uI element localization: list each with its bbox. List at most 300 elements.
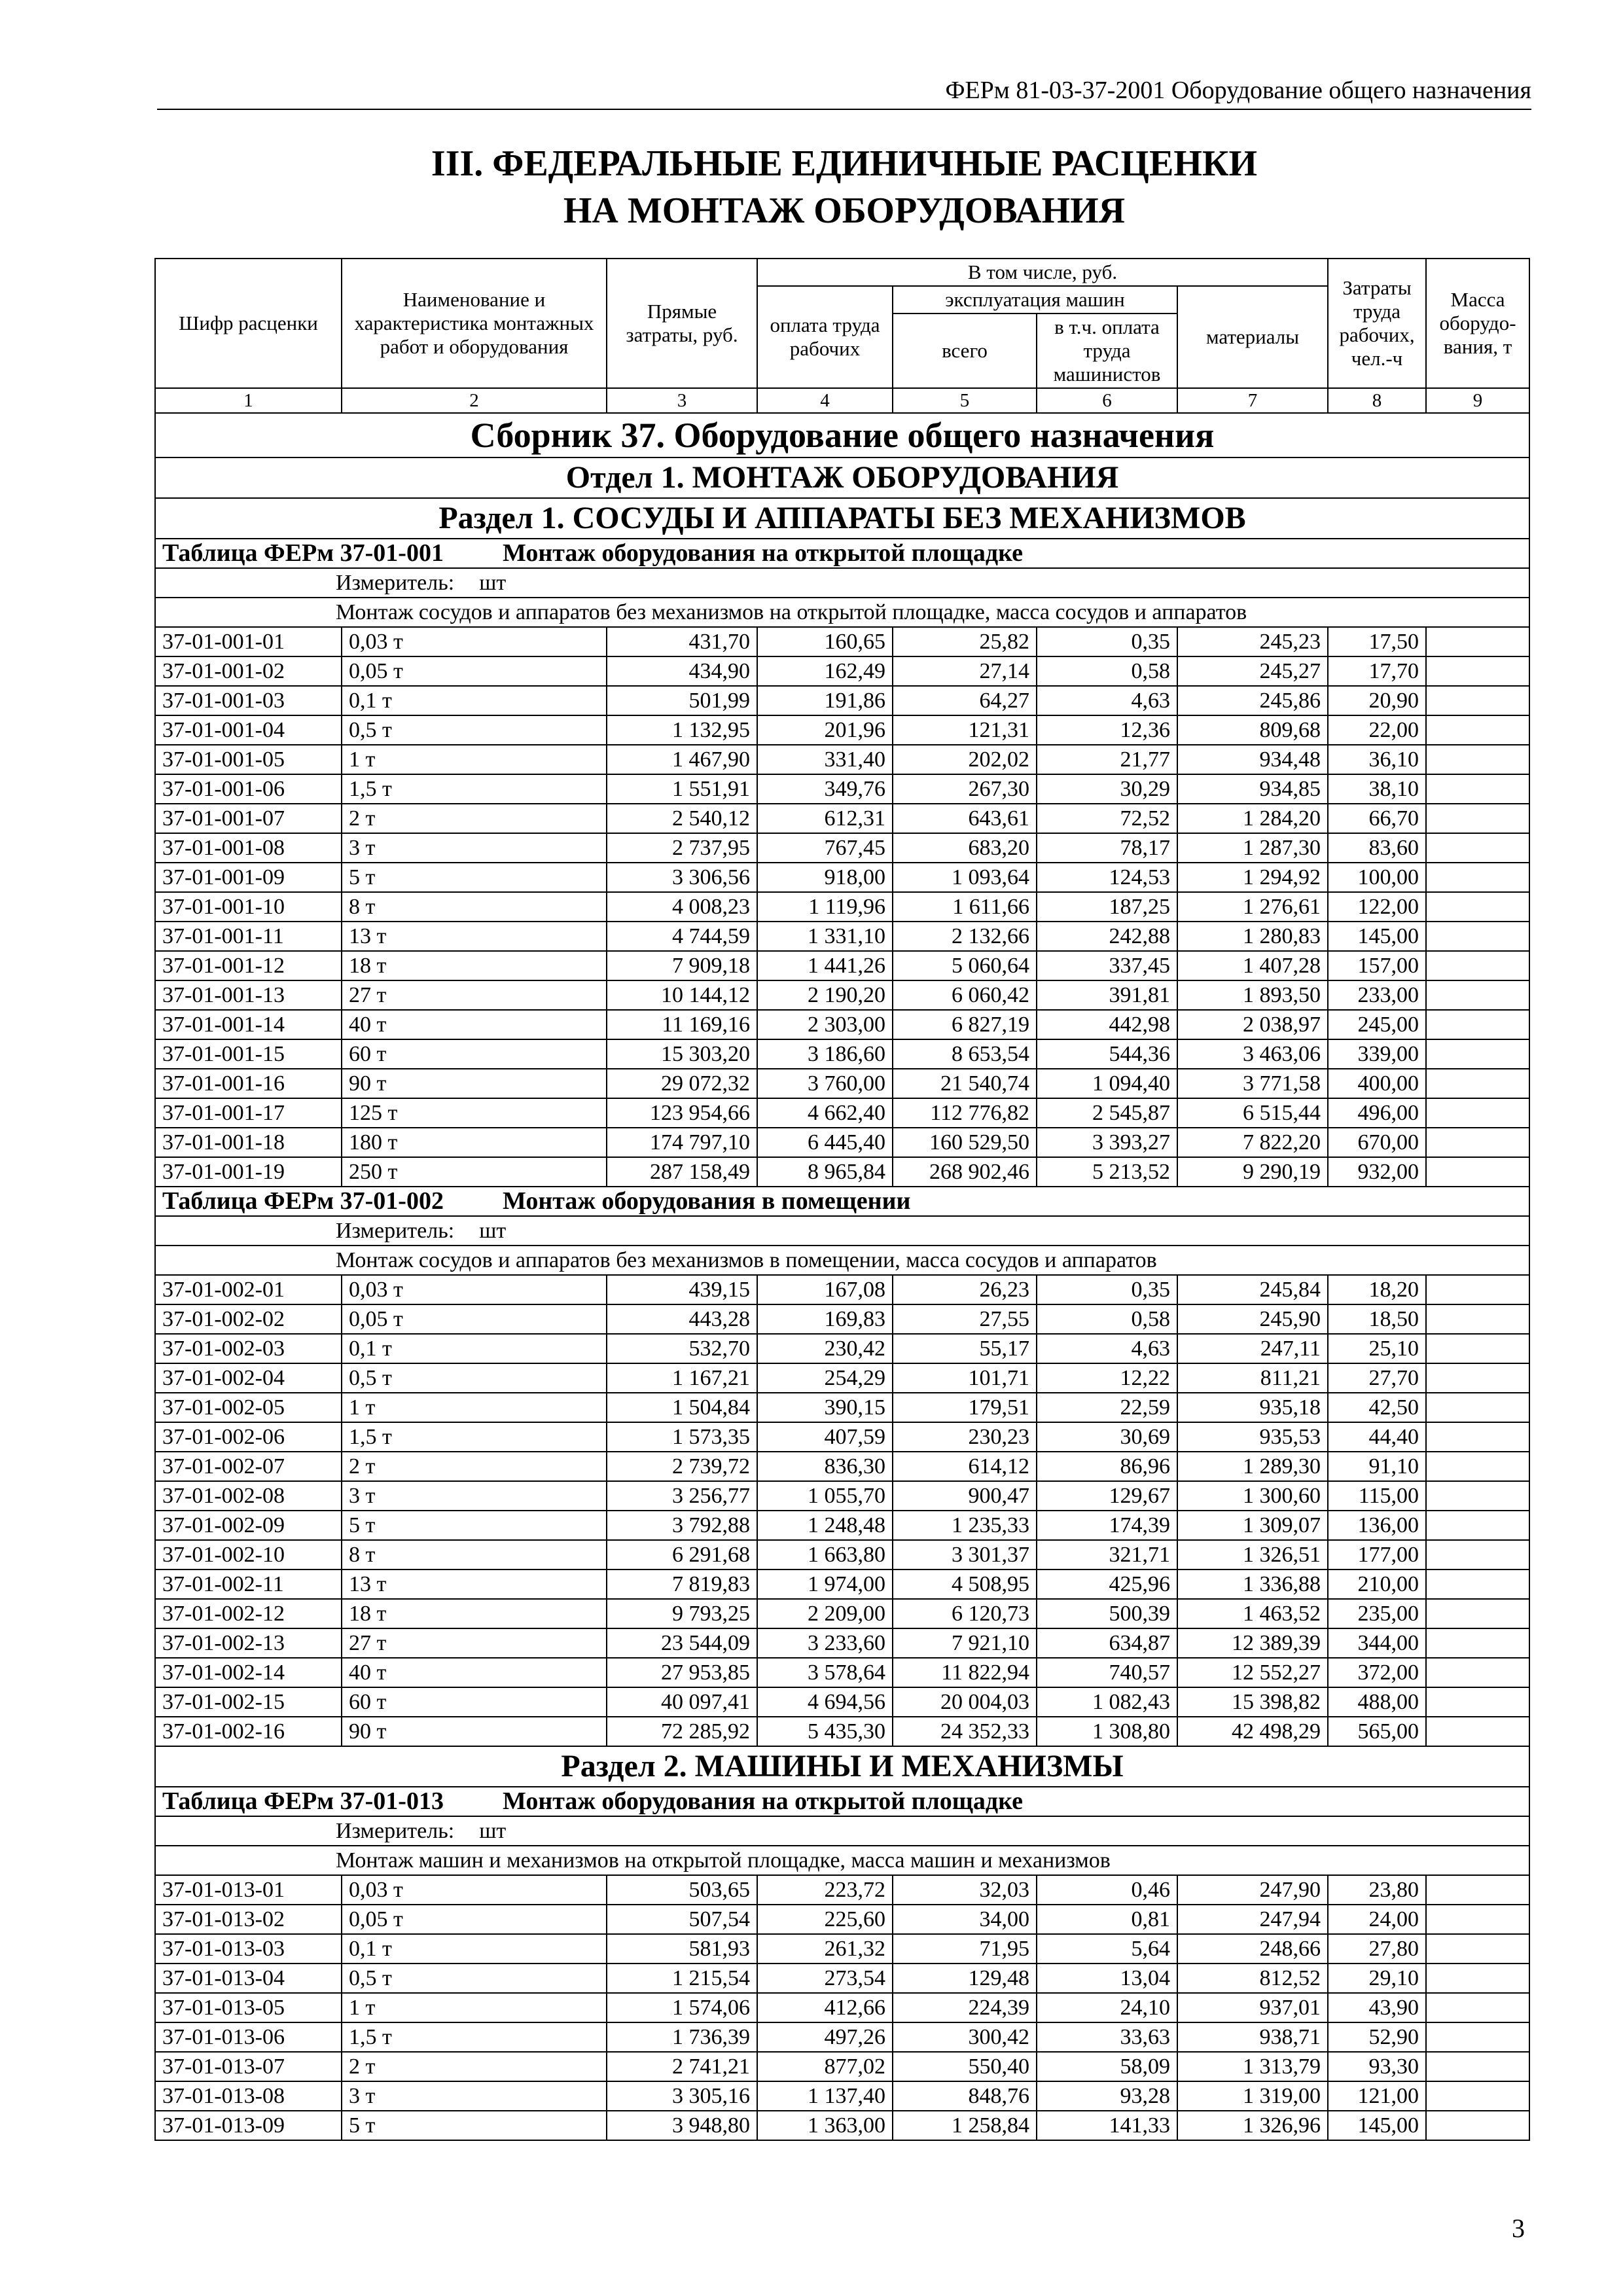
equipment-mass [1426, 1010, 1529, 1039]
machines-total: 6 827,19 [893, 1010, 1037, 1039]
materials: 1 289,30 [1177, 1452, 1328, 1481]
materials: 1 326,51 [1177, 1540, 1328, 1570]
materials: 809,68 [1177, 715, 1328, 745]
rates-table [154, 258, 1530, 2141]
machinist-wages: 740,57 [1037, 1658, 1177, 1687]
machinist-wages: 0,46 [1037, 1875, 1177, 1905]
machines-total: 27,14 [893, 656, 1037, 686]
materials: 1 336,88 [1177, 1570, 1328, 1599]
table-row [155, 1098, 1529, 1128]
worker-wages: 1 974,00 [757, 1570, 893, 1599]
worker-wages: 407,59 [757, 1422, 893, 1452]
rate-code: 37-01-002-14 [155, 1658, 342, 1687]
machines-total: 101,71 [893, 1363, 1037, 1393]
materials: 247,11 [1177, 1334, 1328, 1363]
machines-total: 25,82 [893, 627, 1037, 656]
machines-total: 8 653,54 [893, 1039, 1037, 1069]
work-name: 90 т [342, 1717, 607, 1746]
materials: 937,01 [1177, 1993, 1328, 2022]
machines-total: 3 301,37 [893, 1540, 1037, 1570]
work-name: 5 т [342, 2111, 607, 2140]
labor-hours: 400,00 [1328, 1069, 1426, 1098]
machinist-wages: 321,71 [1037, 1540, 1177, 1570]
rate-code: 37-01-001-05 [155, 745, 342, 774]
column-number: 5 [893, 388, 1037, 413]
materials: 1 309,07 [1177, 1511, 1328, 1540]
machinist-wages: 30,69 [1037, 1422, 1177, 1452]
worker-wages: 497,26 [757, 2022, 893, 2052]
materials: 934,48 [1177, 745, 1328, 774]
machines-total: 11 822,94 [893, 1658, 1037, 1687]
equipment-mass [1426, 1628, 1529, 1658]
direct-costs: 507,54 [607, 1905, 757, 1934]
col-header-total: всего [893, 314, 1037, 388]
table-body [155, 259, 1529, 2140]
machinist-wages: 442,98 [1037, 1010, 1177, 1039]
labor-hours: 25,10 [1328, 1334, 1426, 1363]
labor-hours: 24,00 [1328, 1905, 1426, 1934]
materials: 1 463,52 [1177, 1599, 1328, 1628]
labor-hours: 122,00 [1328, 892, 1426, 922]
measure-row [155, 1816, 1529, 1846]
rate-code: 37-01-002-11 [155, 1570, 342, 1599]
work-name: 0,1 т [342, 1334, 607, 1363]
materials: 935,53 [1177, 1422, 1328, 1452]
labor-hours: 27,80 [1328, 1934, 1426, 1964]
machinist-wages: 33,63 [1037, 2022, 1177, 2052]
rate-code: 37-01-001-18 [155, 1128, 342, 1157]
materials: 12 552,27 [1177, 1658, 1328, 1687]
measure [155, 1216, 1529, 1246]
labor-hours: 121,00 [1328, 2081, 1426, 2111]
machines-total: 2 132,66 [893, 922, 1037, 951]
labor-hours: 344,00 [1328, 1628, 1426, 1658]
worker-wages: 331,40 [757, 745, 893, 774]
equipment-mass [1426, 1875, 1529, 1905]
work-name: 5 т [342, 1511, 607, 1540]
work-name: 8 т [342, 892, 607, 922]
machines-total: 224,39 [893, 1993, 1037, 2022]
machinist-wages: 500,39 [1037, 1599, 1177, 1628]
direct-costs: 1 736,39 [607, 2022, 757, 2052]
work-name: 250 т [342, 1157, 607, 1187]
work-name: 8 т [342, 1540, 607, 1570]
work-name: 0,5 т [342, 715, 607, 745]
column-number: 2 [342, 388, 607, 413]
labor-hours: 245,00 [1328, 1010, 1426, 1039]
equipment-mass [1426, 1964, 1529, 1993]
materials: 245,27 [1177, 656, 1328, 686]
machinist-wages: 21,77 [1037, 745, 1177, 774]
machines-total: 848,76 [893, 2081, 1037, 2111]
labor-hours: 496,00 [1328, 1098, 1426, 1128]
worker-wages: 1 441,26 [757, 951, 893, 980]
worker-wages: 2 209,00 [757, 1599, 893, 1628]
labor-hours: 235,00 [1328, 1599, 1426, 1628]
table-row [155, 863, 1529, 892]
equipment-mass [1426, 1481, 1529, 1511]
equipment-mass [1426, 2081, 1529, 2111]
table-heading-row [155, 539, 1529, 568]
machinist-wages: 129,67 [1037, 1481, 1177, 1511]
work-name: 3 т [342, 2081, 607, 2111]
column-number-row [155, 388, 1529, 413]
rate-code: 37-01-001-08 [155, 833, 342, 863]
machinist-wages: 425,96 [1037, 1570, 1177, 1599]
labor-hours: 210,00 [1328, 1570, 1426, 1599]
materials: 3 463,06 [1177, 1039, 1328, 1069]
direct-costs: 1 167,21 [607, 1363, 757, 1393]
direct-costs: 1 504,84 [607, 1393, 757, 1422]
measure-unit: шт [479, 1819, 507, 1843]
rate-code: 37-01-001-01 [155, 627, 342, 656]
table-row [155, 951, 1529, 980]
work-name: 125 т [342, 1098, 607, 1128]
rate-code: 37-01-002-02 [155, 1304, 342, 1334]
direct-costs: 7 909,18 [607, 951, 757, 980]
machines-total: 112 776,82 [893, 1098, 1037, 1128]
table-row [155, 804, 1529, 833]
labor-hours: 29,10 [1328, 1964, 1426, 1993]
col-header-direct: Прямые затраты, руб. [607, 259, 757, 388]
measure-unit: шт [479, 571, 507, 595]
worker-wages: 201,96 [757, 715, 893, 745]
measure-label: Измеритель: [336, 1219, 455, 1243]
work-name: 0,05 т [342, 656, 607, 686]
labor-hours: 100,00 [1328, 863, 1426, 892]
table-row [155, 1128, 1529, 1157]
work-name: 0,03 т [342, 1875, 607, 1905]
direct-costs: 532,70 [607, 1334, 757, 1363]
rate-code: 37-01-001-09 [155, 863, 342, 892]
equipment-mass [1426, 1157, 1529, 1187]
worker-wages: 3 578,64 [757, 1658, 893, 1687]
equipment-mass [1426, 715, 1529, 745]
labor-hours: 83,60 [1328, 833, 1426, 863]
direct-costs: 2 741,21 [607, 2052, 757, 2081]
rate-code: 37-01-013-06 [155, 2022, 342, 2052]
machinist-wages: 124,53 [1037, 863, 1177, 892]
materials: 938,71 [1177, 2022, 1328, 2052]
table-row [155, 1905, 1529, 1934]
worker-wages: 918,00 [757, 863, 893, 892]
table-description: Монтаж машин и механизмов на открытой площадке, масса машин и механизмов [155, 1846, 1529, 1875]
table-row [155, 1658, 1529, 1687]
worker-wages: 390,15 [757, 1393, 893, 1422]
equipment-mass [1426, 627, 1529, 656]
table-row [155, 2022, 1529, 2052]
worker-wages: 8 965,84 [757, 1157, 893, 1187]
materials: 7 822,20 [1177, 1128, 1328, 1157]
machinist-wages: 78,17 [1037, 833, 1177, 863]
table-row [155, 1069, 1529, 1098]
machinist-wages: 0,81 [1037, 1905, 1177, 1934]
table-row [155, 1964, 1529, 1993]
table-row [155, 1511, 1529, 1540]
machines-total: 643,61 [893, 804, 1037, 833]
table-row [155, 1393, 1529, 1422]
materials: 935,18 [1177, 1393, 1328, 1422]
labor-hours: 66,70 [1328, 804, 1426, 833]
table-row [155, 1628, 1529, 1658]
table-row [155, 745, 1529, 774]
machinist-wages: 174,39 [1037, 1511, 1177, 1540]
worker-wages: 225,60 [757, 1905, 893, 1934]
document-title [157, 140, 1531, 234]
machinist-wages: 58,09 [1037, 2052, 1177, 2081]
direct-costs: 174 797,10 [607, 1128, 757, 1157]
column-number: 3 [607, 388, 757, 413]
materials: 1 300,60 [1177, 1481, 1328, 1511]
worker-wages: 3 760,00 [757, 1069, 893, 1098]
rate-code: 37-01-002-12 [155, 1599, 342, 1628]
direct-costs: 4 744,59 [607, 922, 757, 951]
work-name: 2 т [342, 804, 607, 833]
machinist-wages: 1 094,40 [1037, 1069, 1177, 1098]
title-line-2: НА МОНТАЖ ОБОРУДОВАНИЯ [563, 190, 1126, 231]
direct-costs: 439,15 [607, 1275, 757, 1304]
work-name: 5 т [342, 863, 607, 892]
col-header-machines: эксплуатация машин [893, 286, 1177, 314]
rate-code: 37-01-002-05 [155, 1393, 342, 1422]
equipment-mass [1426, 1128, 1529, 1157]
document-header: ФЕРм 81-03-37-2001 Оборудование общего назначения [157, 73, 1531, 110]
table-row [155, 715, 1529, 745]
direct-costs: 581,93 [607, 1934, 757, 1964]
measure-label: Измеритель: [336, 1819, 455, 1843]
machines-total: 20 004,03 [893, 1687, 1037, 1717]
worker-wages: 1 119,96 [757, 892, 893, 922]
labor-hours: 18,20 [1328, 1275, 1426, 1304]
machines-total: 129,48 [893, 1964, 1037, 1993]
equipment-mass [1426, 1304, 1529, 1334]
worker-wages: 349,76 [757, 774, 893, 804]
rate-code: 37-01-001-04 [155, 715, 342, 745]
equipment-mass [1426, 1905, 1529, 1934]
equipment-mass [1426, 774, 1529, 804]
direct-costs: 1 574,06 [607, 1993, 757, 2022]
machinist-wages: 337,45 [1037, 951, 1177, 980]
equipment-mass [1426, 1540, 1529, 1570]
labor-hours: 670,00 [1328, 1128, 1426, 1157]
materials: 1 284,20 [1177, 804, 1328, 833]
labor-hours: 932,00 [1328, 1157, 1426, 1187]
equipment-mass [1426, 745, 1529, 774]
equipment-mass [1426, 1422, 1529, 1452]
direct-costs: 1 467,90 [607, 745, 757, 774]
rate-code: 37-01-013-08 [155, 2081, 342, 2111]
department-row [155, 457, 1529, 498]
table-row [155, 1157, 1529, 1187]
machines-total: 34,00 [893, 1905, 1037, 1934]
machines-total: 300,42 [893, 2022, 1037, 2052]
col-header-machinist-wages: в т.ч. оплата труда машинистов [1037, 314, 1177, 388]
rate-code: 37-01-001-15 [155, 1039, 342, 1069]
work-name: 3 т [342, 1481, 607, 1511]
materials: 245,23 [1177, 627, 1328, 656]
machines-total: 6 120,73 [893, 1599, 1037, 1628]
measure [155, 1816, 1529, 1846]
work-name: 90 т [342, 1069, 607, 1098]
machinist-wages: 242,88 [1037, 922, 1177, 951]
col-header-wages: оплата труда рабочих [757, 286, 893, 388]
machinist-wages: 4,63 [1037, 686, 1177, 715]
rate-code: 37-01-002-10 [155, 1540, 342, 1570]
equipment-mass [1426, 1039, 1529, 1069]
worker-wages: 5 435,30 [757, 1717, 893, 1746]
table-row [155, 774, 1529, 804]
labor-hours: 91,10 [1328, 1452, 1426, 1481]
direct-costs: 1 215,54 [607, 1964, 757, 1993]
machinist-wages: 0,35 [1037, 1275, 1177, 1304]
labor-hours: 157,00 [1328, 951, 1426, 980]
work-name: 60 т [342, 1039, 607, 1069]
direct-costs: 501,99 [607, 686, 757, 715]
worker-wages: 160,65 [757, 627, 893, 656]
rate-code: 37-01-002-09 [155, 1511, 342, 1540]
worker-wages: 1 248,48 [757, 1511, 893, 1540]
worker-wages: 2 303,00 [757, 1010, 893, 1039]
materials: 1 319,00 [1177, 2081, 1328, 2111]
table-row [155, 627, 1529, 656]
labor-hours: 17,70 [1328, 656, 1426, 686]
machines-total: 230,23 [893, 1422, 1037, 1452]
table-heading [155, 1187, 1529, 1216]
direct-costs: 287 158,49 [607, 1157, 757, 1187]
section-title: Раздел 1. СОСУДЫ И АППАРАТЫ БЕЗ МЕХАНИЗМОВ [155, 498, 1529, 539]
worker-wages: 167,08 [757, 1275, 893, 1304]
rate-code: 37-01-002-04 [155, 1363, 342, 1393]
labor-hours: 177,00 [1328, 1540, 1426, 1570]
machines-total: 6 060,42 [893, 980, 1037, 1010]
equipment-mass [1426, 2052, 1529, 2081]
equipment-mass [1426, 2111, 1529, 2140]
machinist-wages: 13,04 [1037, 1964, 1177, 1993]
worker-wages: 254,29 [757, 1363, 893, 1393]
rate-code: 37-01-001-03 [155, 686, 342, 715]
table-row [155, 1304, 1529, 1334]
measure-row [155, 568, 1529, 598]
table-row [155, 1363, 1529, 1393]
header-row-1 [155, 259, 1529, 286]
worker-wages: 162,49 [757, 656, 893, 686]
machines-total: 64,27 [893, 686, 1037, 715]
equipment-mass [1426, 1069, 1529, 1098]
machines-total: 121,31 [893, 715, 1037, 745]
measure-unit: шт [479, 1219, 507, 1243]
table-row [155, 1334, 1529, 1363]
machines-total: 24 352,33 [893, 1717, 1037, 1746]
section-row [155, 498, 1529, 539]
rate-code: 37-01-001-07 [155, 804, 342, 833]
work-name: 3 т [342, 833, 607, 863]
table-row [155, 1875, 1529, 1905]
direct-costs: 10 144,12 [607, 980, 757, 1010]
direct-costs: 4 008,23 [607, 892, 757, 922]
work-name: 1 т [342, 745, 607, 774]
rate-code: 37-01-002-07 [155, 1452, 342, 1481]
materials: 12 389,39 [1177, 1628, 1328, 1658]
worker-wages: 1 137,40 [757, 2081, 893, 2111]
col-header-labor: Затраты труда рабочих, чел.-ч [1328, 259, 1426, 388]
machinist-wages: 5 213,52 [1037, 1157, 1177, 1187]
direct-costs: 15 303,20 [607, 1039, 757, 1069]
direct-costs: 27 953,85 [607, 1658, 757, 1687]
direct-costs: 3 948,80 [607, 2111, 757, 2140]
worker-wages: 1 363,00 [757, 2111, 893, 2140]
machinist-wages: 5,64 [1037, 1934, 1177, 1964]
rate-code: 37-01-001-10 [155, 892, 342, 922]
column-number: 4 [757, 388, 893, 413]
machines-total: 160 529,50 [893, 1128, 1037, 1157]
equipment-mass [1426, 1934, 1529, 1964]
table-row [155, 656, 1529, 686]
machines-total: 5 060,64 [893, 951, 1037, 980]
equipment-mass [1426, 1717, 1529, 1746]
machinist-wages: 1 308,80 [1037, 1717, 1177, 1746]
worker-wages: 230,42 [757, 1334, 893, 1363]
labor-hours: 372,00 [1328, 1658, 1426, 1687]
table-heading-row [155, 1187, 1529, 1216]
table-description: Монтаж сосудов и аппаратов без механизмов в помещении, масса сосудов и аппаратов [155, 1246, 1529, 1275]
table-row [155, 1599, 1529, 1628]
work-name: 27 т [342, 1628, 607, 1658]
rate-code: 37-01-013-09 [155, 2111, 342, 2140]
machinist-wages: 86,96 [1037, 1452, 1177, 1481]
machinist-wages: 544,36 [1037, 1039, 1177, 1069]
worker-wages: 273,54 [757, 1964, 893, 1993]
machinist-wages: 4,63 [1037, 1334, 1177, 1363]
table-row [155, 1039, 1529, 1069]
work-name: 27 т [342, 980, 607, 1010]
worker-wages: 261,32 [757, 1934, 893, 1964]
machines-total: 900,47 [893, 1481, 1037, 1511]
worker-wages: 3 233,60 [757, 1628, 893, 1658]
machinist-wages: 12,36 [1037, 715, 1177, 745]
machinist-wages: 72,52 [1037, 804, 1177, 833]
labor-hours: 115,00 [1328, 1481, 1426, 1511]
equipment-mass [1426, 1599, 1529, 1628]
materials: 245,90 [1177, 1304, 1328, 1334]
direct-costs: 443,28 [607, 1304, 757, 1334]
rate-code: 37-01-013-01 [155, 1875, 342, 1905]
materials: 248,66 [1177, 1934, 1328, 1964]
work-name: 2 т [342, 2052, 607, 2081]
labor-hours: 93,30 [1328, 2052, 1426, 2081]
equipment-mass [1426, 1570, 1529, 1599]
table-row [155, 686, 1529, 715]
measure [155, 568, 1529, 598]
rate-code: 37-01-002-01 [155, 1275, 342, 1304]
machines-total: 202,02 [893, 745, 1037, 774]
collection-title: Сборник 37. Оборудование общего назначения [155, 413, 1529, 457]
work-name: 180 т [342, 1128, 607, 1157]
table-row [155, 1481, 1529, 1511]
rate-code: 37-01-002-03 [155, 1334, 342, 1363]
labor-hours: 339,00 [1328, 1039, 1426, 1069]
labor-hours: 233,00 [1328, 980, 1426, 1010]
work-name: 18 т [342, 1599, 607, 1628]
table-heading [155, 539, 1529, 568]
column-number: 8 [1328, 388, 1426, 413]
rate-code: 37-01-002-08 [155, 1481, 342, 1511]
equipment-mass [1426, 980, 1529, 1010]
column-number: 7 [1177, 388, 1328, 413]
materials: 812,52 [1177, 1964, 1328, 1993]
machinist-wages: 634,87 [1037, 1628, 1177, 1658]
rate-code: 37-01-013-07 [155, 2052, 342, 2081]
description-row [155, 598, 1529, 627]
